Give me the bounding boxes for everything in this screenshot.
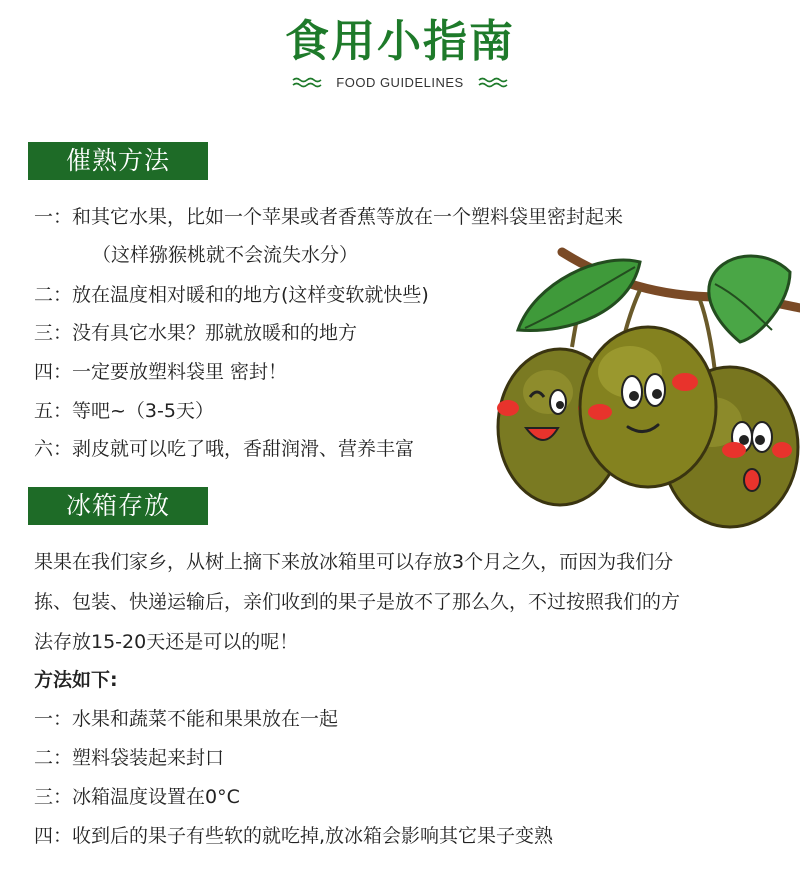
- fridge-paragraph: [34, 542, 784, 662]
- fridge-paragraph-line: 法存放15-20天还是可以的呢！: [34, 631, 299, 653]
- ripening-step-2: 二：放在温度相对暖和的地方(这样变软就快些): [34, 284, 429, 306]
- fridge-step-1: 一：水果和蔬菜不能和果果放在一起: [34, 708, 339, 730]
- page-header: [0, 14, 800, 92]
- page-title: 食用小指南: [285, 16, 515, 67]
- ripening-step-1-note: （这样猕猴桃就不会流失水分）: [92, 244, 359, 266]
- section-badge-ripening: 催熟方法: [28, 142, 208, 180]
- ripening-step-5: 五：等吧~（3-5天）: [34, 400, 214, 422]
- wave-left-icon: [292, 76, 322, 88]
- ripening-step-1: 一：和其它水果，比如一个苹果或者香蕉等放在一个塑料袋里密封起来: [34, 206, 624, 228]
- ripening-step-4: 四：一定要放塑料袋里 密封！: [34, 361, 288, 383]
- page-subtitle: FOOD GUIDELINES: [336, 74, 464, 90]
- fridge-paragraph-line: 拣、包装、快递运输后，亲们收到的果子是放不了那么久，不过按照我们的方: [34, 591, 681, 613]
- fridge-step-2: 二：塑料袋装起来封口: [34, 747, 225, 769]
- method-heading: 方法如下:: [34, 669, 118, 691]
- fridge-paragraph-line: 果果在我们家乡，从树上摘下来放冰箱里可以存放3个月之久，而因为我们分: [34, 551, 674, 573]
- fridge-step-4: 四：收到后的果子有些软的就吃掉,放冰箱会影响其它果子变熟: [34, 825, 554, 847]
- fridge-step-3: 三：冰箱温度设置在0°C: [34, 786, 240, 808]
- ripening-step-3: 三：没有具它水果？那就放暖和的地方: [34, 322, 358, 344]
- section-badge-fridge: 冰箱存放: [28, 487, 208, 525]
- cartoon-kiwi-fruits-icon: [490, 242, 800, 542]
- subtitle-row: [0, 72, 800, 92]
- wave-right-icon: [478, 76, 508, 88]
- ripening-step-6: 六：剥皮就可以吃了哦，香甜润滑、营养丰富: [34, 438, 415, 460]
